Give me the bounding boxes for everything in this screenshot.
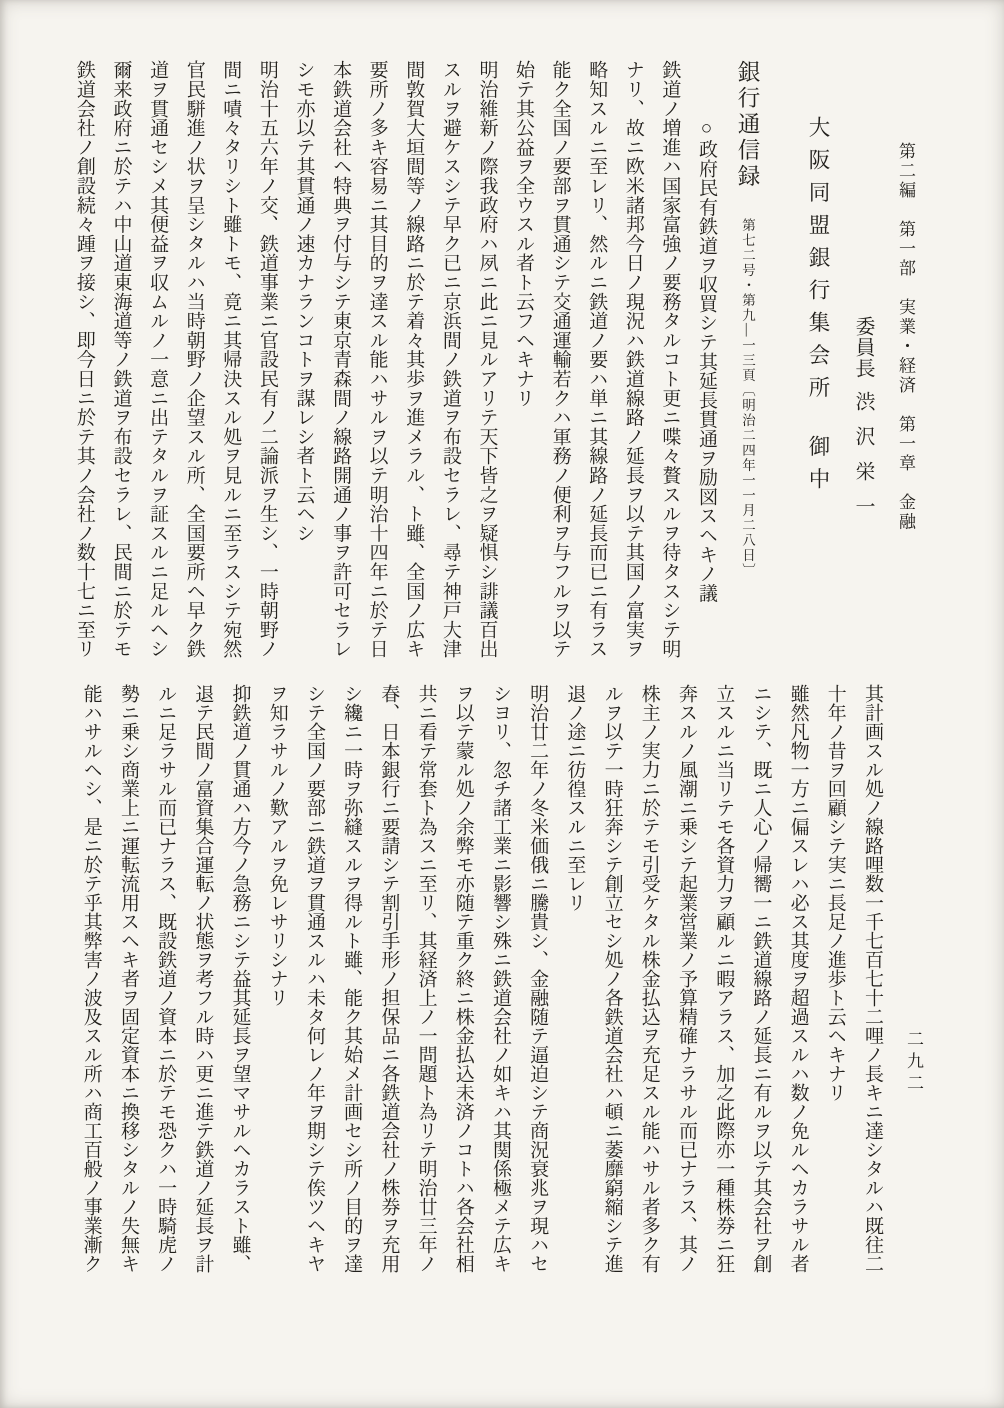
text-column: 道ヲ貫通セシメ其便益ヲ収ムルノ一意ニ出テタルヲ証スルニ足ルヘシ (147, 60, 169, 659)
sender-role: 委員長 (852, 316, 874, 379)
text-column: 鉄道ノ増進ハ国家富強ノ要務タルコト更ニ喋々贅スルヲ待タスシテ明 (659, 60, 681, 659)
section-heading: ○政府民有鉄道ヲ収買シテ其延長貫通ヲ励図スヘキノ議 (696, 118, 717, 603)
text-column: 十年ノ昔ヲ回顧シテ実ニ長足ノ進歩ト云ヘキナリ (824, 684, 846, 1102)
text-column: 其計画スル処ノ線路哩数一千七百七十二哩ノ長キニ達シタルハ既往二 (862, 684, 883, 1273)
text-column: 官民駢進ノ状ヲ呈シタルハ当時朝野ノ企望スル所、全国要所ヘ早ク鉄 (183, 60, 205, 659)
text-column: 始テ其公益ヲ全ウスル者ト云フヘキナリ (513, 60, 535, 408)
text-column: スルヲ避ケスシテ早ク已ニ京浜間ノ鉄道ヲ布設セラレ、尋テ神戸大津 (439, 60, 461, 659)
text-column: 明治十五六年ノ交、鉄道事業ニ官設民有ノ二論派ヲ生シ、一時朝野ノ (256, 60, 278, 659)
text-column: 要所ノ多キ容易ニ其目的ヲ達スル能ハサルヲ以テ明治十四年ニ於テ日 (366, 60, 388, 659)
source-publication: 銀行通信録 (735, 60, 760, 190)
sender-name: 渋沢栄一 (852, 391, 874, 531)
text-column: 立スルニ当リテモ各資力ヲ顧ルニ暇アラス、加之此際亦一種株券ニ狂 (713, 684, 735, 1273)
page-number: 二九二 (904, 1030, 923, 1096)
text-column: 株主ノ実力ニ於テモ引受ケタル株金払込ヲ充足スル能ハサル者多ク有 (638, 684, 660, 1273)
text-column: 共ニ看テ常套ト為スニ至リ、其経済上ノ一問題ト為リテ明治廿三年ノ (415, 684, 437, 1273)
source-column (731, 60, 763, 578)
text-column: 春、日本銀行ニ要請シテ割引手形ノ担保品ニ各鉄道会社ノ株券ヲ充用 (378, 684, 400, 1273)
text-column: 明治維新ノ際我政府ハ夙ニ此ニ見ルアリテ天下皆之ヲ疑惧シ誹議百出 (476, 60, 498, 659)
signature-column (849, 316, 878, 531)
text-column: 退テ民間ノ富資集合運転ノ状態ヲ考フル時ハ更ニ進テ鉄道ノ延長ヲ計 (192, 684, 214, 1273)
text-column: シモ亦以テ其貫通ノ速カナランコトヲ謀レシ者ト云ヘシ (293, 60, 315, 543)
text-column: シヨリ、忽チ諸工業ニ影響シ殊ニ鉄道会社ノ如キハ其関係極メテ広キ (489, 684, 511, 1273)
text-column: ルニ足ラサル而已ナラス、既設鉄道ノ資本ニ於テモ恐クハ一時騎虎ノ (155, 684, 177, 1273)
text-column: 退ノ途ニ彷徨スルニ至レリ (564, 684, 586, 912)
text-column: ルヲ以テ一時狂奔シテ創立セシ処ノ各鉄道会社ハ頓ニ萎靡窮縮シテ進 (601, 684, 623, 1273)
text-column: 抑鉄道ノ貫通ハ方今ノ急務ニシテ益其延長ヲ望マサルヘカラスト雖、 (229, 684, 251, 1273)
addressee-column (803, 116, 834, 500)
text-column: 間ニ嘖々タリシト雖トモ、竟ニ其帰決スル処ヲ見ルニ至ラスシテ宛然 (220, 60, 242, 659)
text-column: 間敦賀大垣間等ノ線路ニ於テ着々其歩ヲ進メラル、ト雖、全国ノ広キ (403, 60, 425, 659)
lower-text-block (72, 684, 891, 1278)
text-column: 雖然凡物一方ニ偏スレハ必ス其度ヲ超過スルハ数ノ免ルヘカラサル者 (787, 684, 809, 1273)
text-column: ニシテ、既ニ人心ノ帰嚮一ニ鉄道線路ノ延長ニ有ルヲ以テ其会社ヲ創 (750, 684, 772, 1273)
upper-text-block (64, 60, 724, 666)
text-column: 鉄道会社ノ創設続々踵ヲ接シ、即今日ニ於テ其ノ会社ノ数十七ニ至リ (73, 60, 95, 659)
text-column: 略知スルニ至レリ、然ルニ鉄道ノ要ハ単ニ其線路ノ延長而已ニ有ラス (586, 60, 608, 659)
text-column: ナリ、故ニ欧米諸邦今日ノ現況ハ鉄道線路ノ延長ヲ以テ其国ノ富実ヲ (622, 60, 644, 659)
text-column: 本鉄道会社ヘ特典ヲ付与シテ東京青森間ノ線路開通ノ事ヲ許可セラレ (330, 60, 352, 659)
text-column: 爾来政府ニ於テハ中山道東海道等ノ鉄道ヲ布設セラレ、民間ニ於テモ (110, 60, 132, 659)
text-column: 能ク全国ノ要部ヲ貫通シテ交通運輸若クハ軍務ノ便利ヲ与フルヲ以テ (549, 60, 571, 659)
text-column: シ纔ニ一時ヲ弥縫スルヲ得ルト雖、能ク其始メ計画セシ所ノ目的ヲ達 (341, 684, 363, 1273)
text-column: 勢ニ乗シ商業上ニ運転流用スヘキ者ヲ固定資本ニ換移シタルノ失無キ (117, 684, 139, 1273)
text-column: ヲ知ラサルノ歎アルヲ免レサリシナリ (266, 684, 288, 1007)
text-column: 明治廿二年ノ冬米価俄ニ騰貴シ、金融随テ逼迫シテ商況衰兆ヲ現ハセ (527, 684, 549, 1273)
text-column: 能ハサルヘシ、是ニ於テ乎其弊害ノ波及スル所ハ商工百般ノ事業漸ク (80, 684, 102, 1273)
text-column: 奔スルノ風潮ニ乗シテ起業営業ノ予算精確ナラサル而已ナラス、其ノ (675, 684, 697, 1273)
addressee-name: 大阪同盟銀行集会所 (806, 116, 830, 409)
text-column: シテ全国ノ要部ニ鉄道ヲ貫通スルハ未タ何レノ年ヲ期シテ俟ツヘキヤ (303, 684, 325, 1273)
addressee-honorific: 御中 (806, 434, 830, 500)
text-column: ヲ以テ蒙ル処ノ余弊モ亦随テ重ク終ニ株金払込未済ノコトハ各会社相 (452, 684, 474, 1273)
source-citation: 第七二号・第九—一三頁〔明治二四年一一月二八日〕 (740, 218, 755, 578)
running-head: 第二編 第一部 実業・経済 第一章 金融 (896, 142, 915, 532)
